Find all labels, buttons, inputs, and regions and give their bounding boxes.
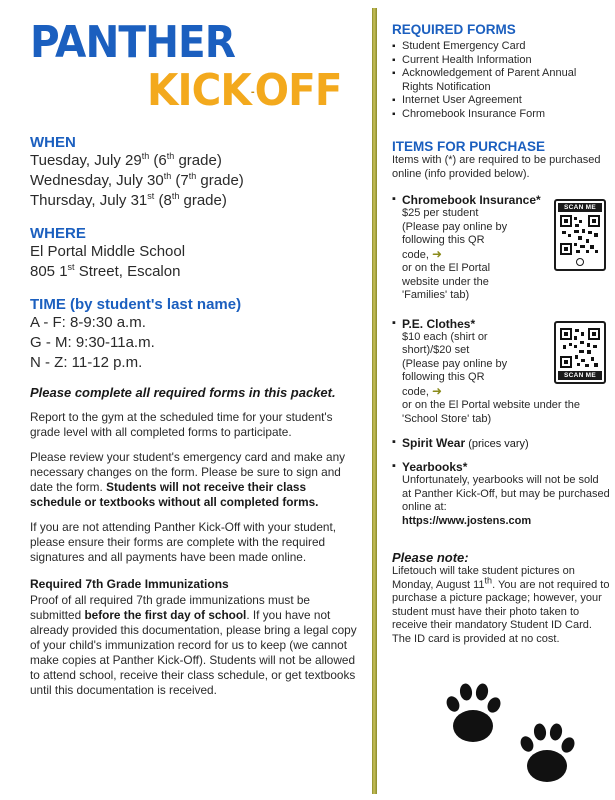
chromebook-price: $25 per student [402,207,479,219]
required-forms-heading: REQUIRED FORMS [392,22,516,37]
required-forms-list [392,40,610,121]
note-paragraph: Lifetouch will take student pictures on Monday, August 11th. You are not required to purchase a picture package; however, your student must have their photo taken to receive their mandatory Student ID Card. The ID card is provided at no cost. [392,565,610,645]
phone-button-icon [576,258,584,266]
when-line: Tuesday, July 29th (6th grade) [30,151,222,169]
column-divider [372,8,377,794]
when-list [30,151,360,211]
logo-kick-off: KICK-OFF [147,65,342,116]
review-paragraph: Please review your student's emergency card and make any necessary changes on the form. Please be sure to sign and date the form. Students will not receive their class schedule or textbooks without all completed forms. [30,450,346,509]
pe-clothes-title: ▪ P.E. Clothes* [392,317,610,331]
event-logo [30,17,360,116]
logo-panther: PANTHER [30,17,236,68]
not-attending-paragraph: If you are not attending Panther Kick-Off with your student, please ensure their forms are complete with the required signatures and all payments have been made online. [30,520,337,564]
list-item: ▪ Acknowledgement of Parent Annual Rights Notification [392,67,610,94]
spirit-wear-item [392,436,610,450]
arrow-right-icon: ➜ [431,246,443,261]
purchase-heading: ITEMS FOR PURCHASE [392,139,546,154]
chromebook-alt: or on the El Portal website under the 'Families' tab) [402,262,491,301]
arrow-right-icon: ➜ [431,383,443,398]
list-item: ▪ Chromebook Insurance Form [392,108,610,122]
school-name: El Portal Middle School [30,243,186,260]
school-address: 805 1st Street, Escalon [30,262,181,280]
list-item: ▪ Current Health Information [392,54,610,68]
paw-prints-icon [435,676,605,791]
purchase-intro: Items with (*) are required to be purchased online (info provided below). [392,154,601,180]
when-heading: WHEN [30,134,76,151]
time-slot: A - F: 8-9:30 a.m. [30,314,146,331]
pe-clothes-item [392,317,610,427]
yearbooks-title: ▪ Yearbooks* [392,460,610,474]
time-slot: G - M: 9:30-11a.m. [30,334,155,351]
right-column [392,22,610,646]
chromebook-instructions: (Please pay online by following this QR code, ➜ [402,220,508,261]
pe-clothes-alt: or on the El Portal website under the 'School Store' tab) [402,399,580,425]
list-item: ▪ Internet User Agreement [392,94,610,108]
left-column [30,17,360,698]
when-line: Thursday, July 31st (8th grade) [30,191,227,209]
scan-me-label: SCAN ME [558,371,602,380]
scan-me-label: SCAN ME [558,203,602,212]
time-heading: TIME (by student's last name) [30,296,242,313]
pe-clothes-instructions: (Please pay online by following this QR code, ➜ [402,357,508,398]
chromebook-qr-code[interactable] [554,199,606,271]
pe-clothes-qr-code[interactable] [554,321,606,384]
note-heading: Please note: [392,550,469,565]
spirit-wear-title: ▪ Spirit Wear (prices vary) [392,436,610,450]
immunizations-paragraph: Proof of all required 7th grade immunizations must be submitted before the first day of school. If you have not already provided this documentation, please bring a legal copy of your child's immunization record for us to keep (we cannot make copies at Panther Kick-Off). Students will not be allowed to attend school, receive their class schedule, or get textbooks until this documentation is received. [30,593,357,697]
complete-forms-notice: Please complete all required forms in this packet. [30,385,336,400]
when-line: Wednesday, July 30th (7th grade) [30,171,244,189]
jostens-link[interactable]: https://www.jostens.com [402,514,532,527]
chromebook-title: ▪ Chromebook Insurance* [392,193,610,207]
immunizations-heading: Required 7th Grade Immunizations [30,577,229,591]
qr-code-icon [560,328,600,368]
list-item: ▪ Student Emergency Card [392,40,610,54]
time-slot: N - Z: 11-12 p.m. [30,354,143,371]
chromebook-item [392,193,610,303]
pe-clothes-price: $10 each (shirt or short)/$20 set [402,330,488,356]
yearbooks-item [392,460,610,528]
qr-code-icon [560,215,600,255]
report-paragraph: Report to the gym at the scheduled time for your student's grade level with all completed forms to participate. [30,410,333,439]
where-heading: WHERE [30,225,86,242]
yearbooks-text: Unfortunately, yearbooks will not be sold at Panther Kick-Off, but may be purchased online at: [402,474,610,513]
